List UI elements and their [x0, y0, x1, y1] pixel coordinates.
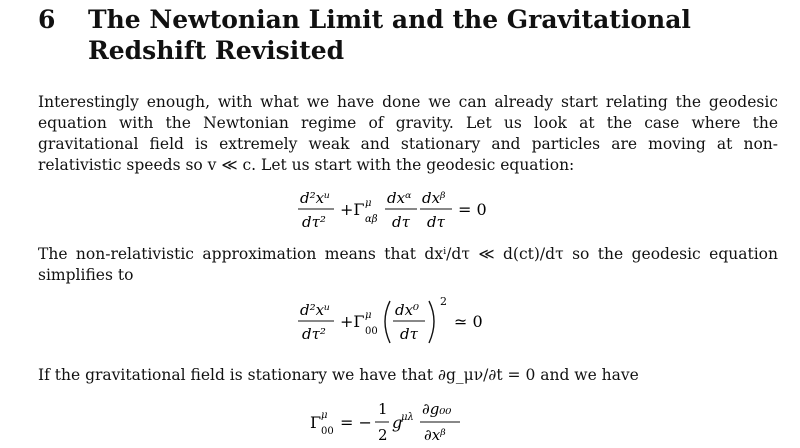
eq2-inner-num: dx⁰: [395, 301, 420, 319]
eq1-frac3-num: dxᵝ: [422, 189, 446, 207]
eq2-power: 2: [440, 295, 447, 308]
approximation-paragraph: The non-relativistic approximation means that dxⁱ/dτ ≪ d(ct)/dτ so the geodesic equation simplifies to: [38, 245, 778, 284]
eq1-gamma-sup: μ: [365, 198, 372, 209]
stationary-paragraph: If the gravitational field is stationary we have that ∂g_μν/∂t = 0 and we have: [38, 366, 639, 384]
eq2-fraction-numerator: d²xᵘ: [300, 301, 331, 319]
geodesic-equation: [298, 185, 498, 235]
eq3-metric-sup: μλ: [401, 412, 414, 423]
eq3-gamma-sup: μ: [321, 410, 328, 421]
eq1-gamma: +Γ: [340, 200, 365, 219]
section-title: The Newtonian Limit and the Gravitational Redshift Revisited: [88, 5, 691, 65]
eq3-partial-den: ∂xᵝ: [424, 426, 446, 444]
eq3-gamma: Γ: [310, 413, 322, 432]
christoffel-equation: [308, 396, 478, 444]
simplified-equation: [298, 293, 498, 353]
eq1-frac2-num: dxᵅ: [387, 189, 412, 207]
eq1-gamma-sub: αβ: [365, 214, 378, 225]
eq2-rhs: ≃ 0: [454, 312, 483, 331]
eq2-gamma-sup: μ: [365, 310, 372, 321]
eq1-fraction-numerator: d²xᵘ: [300, 189, 331, 207]
eq2-gamma-sub: 00: [365, 326, 378, 337]
section-number: 6: [38, 5, 56, 34]
eq3-gamma-sub: 00: [321, 426, 334, 437]
eq1-rhs: = 0: [458, 200, 487, 219]
eq1-frac2-den: dτ: [392, 213, 410, 231]
eq1-fraction-denominator: dτ²: [302, 213, 326, 231]
eq3-half-den: 2: [378, 426, 388, 444]
eq2-inner-den: dτ: [400, 325, 418, 343]
intro-paragraph: Interestingly enough, with what we have done we can already start relating the geodesic equation with the Newtonian regime of gravity. Let us look at the case where the gravitational field is extremely weak and stationary and particles are moving at non-relativistic speeds so v ≪ c. Let us start with the geodesic equation:: [38, 93, 778, 174]
eq3-half-num: 1: [378, 400, 388, 418]
eq3-metric: g: [392, 413, 403, 432]
eq3-partial-num: ∂g₀₀: [422, 400, 452, 418]
eq1-frac3-den: dτ: [427, 213, 445, 231]
eq2-gamma: +Γ: [340, 312, 365, 331]
eq3-equals-minus: = −: [340, 413, 372, 432]
eq2-fraction-denominator: dτ²: [302, 325, 326, 343]
